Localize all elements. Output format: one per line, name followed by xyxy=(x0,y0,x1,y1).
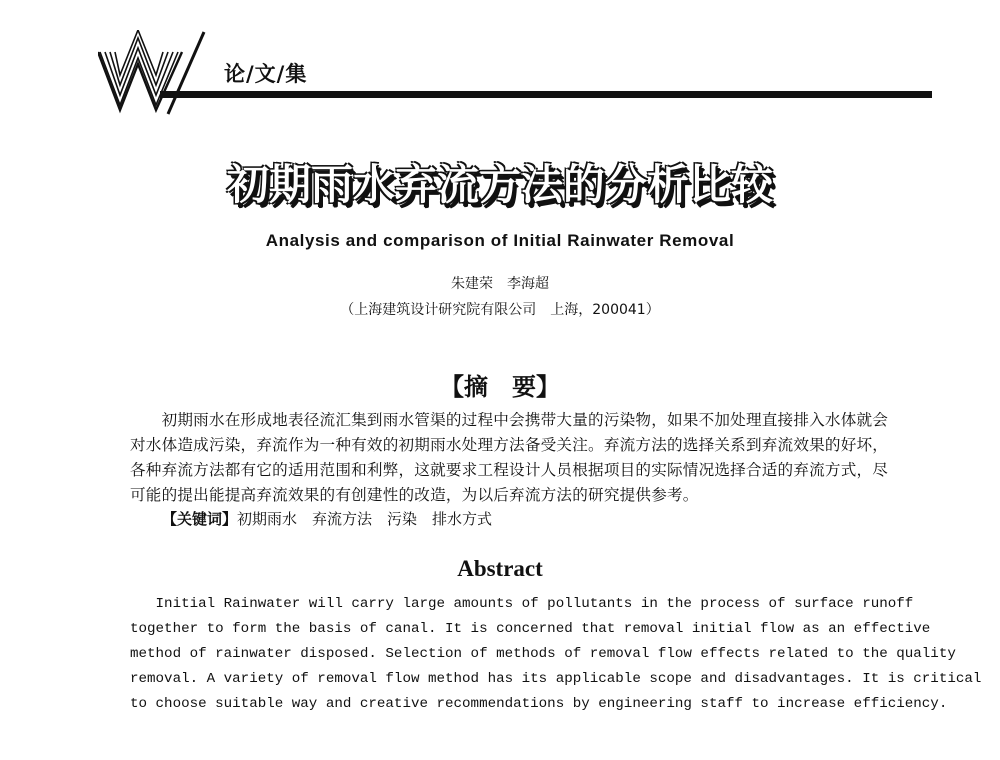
abstract-cn-line: 各种弃流方法都有它的适用范围和利弊，这就要求工程设计人员根据项目的实际情况选择合适的弃流方式，尽 xyxy=(130,461,889,479)
paper-title: 初期雨水弃流方法的分析比较 xyxy=(226,160,773,209)
abstract-en-line: removal. A variety of removal flow method has its applicable scope and disadvantages. It is critical xyxy=(130,671,982,687)
paper-subtitle-english: Analysis and comparison of Initial Rainwater Removal xyxy=(265,231,735,250)
abstract-en-line: method of rainwater disposed. Selection of methods of removal flow effects related to the quality xyxy=(130,646,956,662)
abstract-cn-line: 初期雨水在形成地表径流汇集到雨水管渠的过程中会携带大量的污染物，如果不加处理直接排入水体就会 xyxy=(130,411,889,429)
authors: 朱建荣 李海超 xyxy=(451,276,549,292)
abstract-en-line: to choose suitable way and creative recommendations by engineering staff to increase efficiency. xyxy=(130,696,948,712)
section-label: 论/文/集 xyxy=(224,62,308,86)
w-logo-icon xyxy=(98,30,208,115)
abstract-cn-heading: 【摘 要】 xyxy=(440,373,560,401)
abstract-en-line: Initial Rainwater will carry large amounts of pollutants in the process of surface runoff xyxy=(130,596,914,612)
abstract-en-heading: Abstract xyxy=(457,556,543,581)
keywords-label: 【关键词】 xyxy=(162,510,238,528)
keywords-text: 初期雨水 弃流方法 污染 排水方式 xyxy=(237,510,493,528)
abstract-en-line: together to form the basis of canal. It is concerned that removal initial flow as an effective xyxy=(130,621,931,637)
affiliation: （上海建筑设计研究院有限公司 上海，200041） xyxy=(340,302,660,318)
keywords xyxy=(162,508,492,529)
header-rule xyxy=(160,91,932,98)
abstract-cn-line: 可能的提出能提高弃流效果的有创建性的改造，为以后弃流方法的研究提供参考。 xyxy=(130,486,699,504)
abstract-cn-line: 对水体造成污染，弃流作为一种有效的初期雨水处理方法备受关注。弃流方法的选择关系到弃流效果的好坏， xyxy=(130,436,889,454)
